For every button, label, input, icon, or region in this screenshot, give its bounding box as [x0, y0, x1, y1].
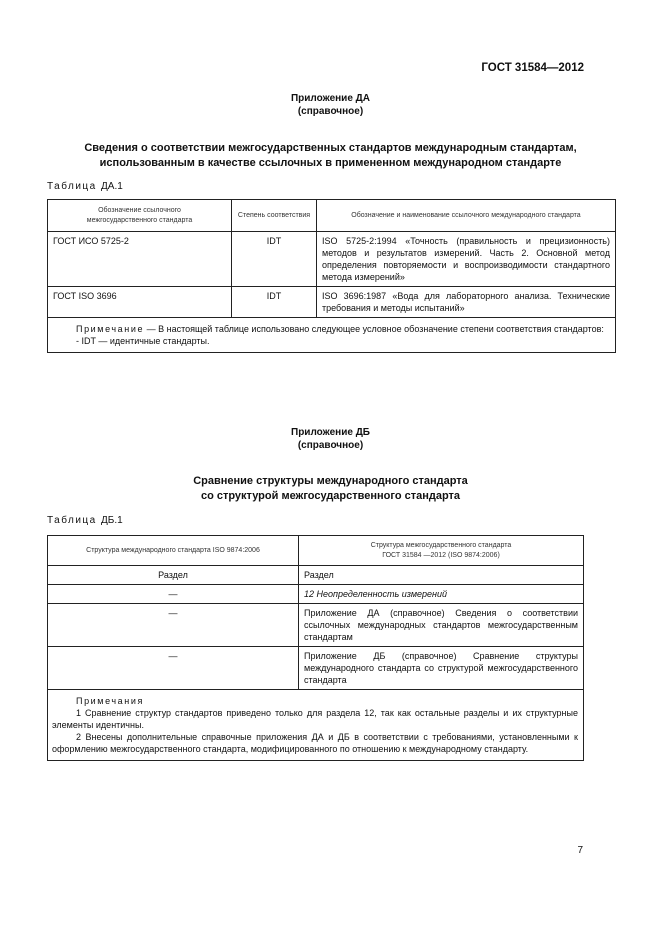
table-row [48, 604, 584, 647]
table-da1-note [48, 318, 616, 353]
table-db1-cell-right: Приложение ДБ (справочное) Сравнение структуры международного стандарта со структурой межгосударственного стандарта [299, 647, 584, 690]
table-db1-cell-left: — [48, 604, 299, 647]
table-db1-header-row [48, 536, 584, 566]
table-da1-cell-standard: ГОСТ ISO 3696 [48, 287, 232, 318]
table-db1-col-interstate [299, 536, 584, 566]
appendix-a-subtitle: (справочное) [297, 106, 364, 117]
table-db1 [47, 535, 584, 761]
table-db1-cell-right: Приложение ДА (справочное) Сведения о соответствии ссылочных международных стандартов межгосударственным стандартам [299, 604, 584, 647]
table-db1-cell-left: — [48, 585, 299, 604]
appendix-b-title: Приложение ДБ [291, 427, 370, 438]
col-header-line1: Структура межгосударственного стандарта [370, 541, 512, 549]
table-b-label [47, 515, 123, 526]
table-a-number: ДА.1 [101, 181, 123, 192]
table-db1-notes [48, 690, 584, 761]
table-row [48, 585, 584, 604]
page-number: 7 [577, 845, 583, 856]
table-da1 [47, 199, 616, 353]
table-db1-cell-right: Раздел [299, 566, 584, 585]
table-b-label-word: Таблица [47, 515, 97, 526]
table-da1-cell-degree: IDT [232, 287, 317, 318]
table-db1-notes-row [48, 690, 584, 761]
appendix-b-subtitle: (справочное) [297, 440, 364, 451]
table-row [48, 647, 584, 690]
appendix-a-heading-line1: Сведения о соответствии межгосударственных стандартов международным стандартам, [84, 142, 577, 154]
table-db1-col-international: Структура международного стандарта ISO 9874:2006 [48, 536, 299, 566]
col-header-line2: ГОСТ 31584 —2012 (ISO 9874:2006) [382, 551, 500, 559]
table-da1-col-standard: Обозначение ссылочного межгосударственного стандарта [48, 200, 232, 232]
appendix-a-title: Приложение ДА [290, 93, 371, 104]
table-da1-cell-reference: ISO 5725-2:1994 «Точность (правильность и прецизионность) методов и результатов измерений. Часть 2. Основной метод определения повторяемости и воспроизводимости стандартного метода измерений» [317, 232, 616, 287]
document-code: ГОСТ 31584—2012 [481, 62, 584, 74]
table-da1-cell-reference: ISO 3696:1987 «Вода для лабораторного анализа. Технические требования и методы испытаний» [317, 287, 616, 318]
note-2: 2 Внесены дополнительные справочные приложения ДА и ДБ в соответствии с требованиями, установленными к оформлению межгосударственного стандарта, модифицированного по отношению к международному стандарту. [52, 732, 578, 754]
table-a-label [47, 181, 123, 192]
table-row [48, 566, 584, 585]
table-da1-header-row [48, 200, 616, 232]
note-label: Примечание [76, 324, 145, 334]
table-da1-note-row [48, 318, 616, 353]
table-da1-cell-standard: ГОСТ ИСО 5725-2 [48, 232, 232, 287]
table-db1-cell-left: Раздел [48, 566, 299, 585]
table-b-number: ДБ.1 [101, 515, 123, 526]
note-item: - IDT — идентичные стандарты. [76, 336, 210, 346]
notes-label: Примечания [76, 696, 144, 706]
table-da1-cell-degree: IDT [232, 232, 317, 287]
table-db1-cell-right: 12 Неопределенность измерений [299, 585, 584, 604]
note-text: — В настоящей таблице использовано следующее условное обозначение степени соответствия стандартов: [144, 324, 604, 334]
table-row [48, 232, 616, 287]
table-row [48, 287, 616, 318]
appendix-b-heading-line1: Сравнение структуры международного стандарта [193, 475, 468, 487]
appendix-b-heading-line2: со структурой межгосударственного стандарта [200, 490, 461, 502]
table-a-label-word: Таблица [47, 181, 97, 192]
table-da1-col-reference: Обозначение и наименование ссылочного международного стандарта [317, 200, 616, 232]
table-db1-cell-left: — [48, 647, 299, 690]
appendix-a-heading-line2: использованным в качестве ссылочных в примененном международном стандарте [99, 157, 562, 169]
note-1: 1 Сравнение структур стандартов приведено только для раздела 12, так как остальные разделы и их структурные элементы идентичны. [52, 708, 578, 730]
table-da1-col-degree: Степень соответствия [232, 200, 317, 232]
